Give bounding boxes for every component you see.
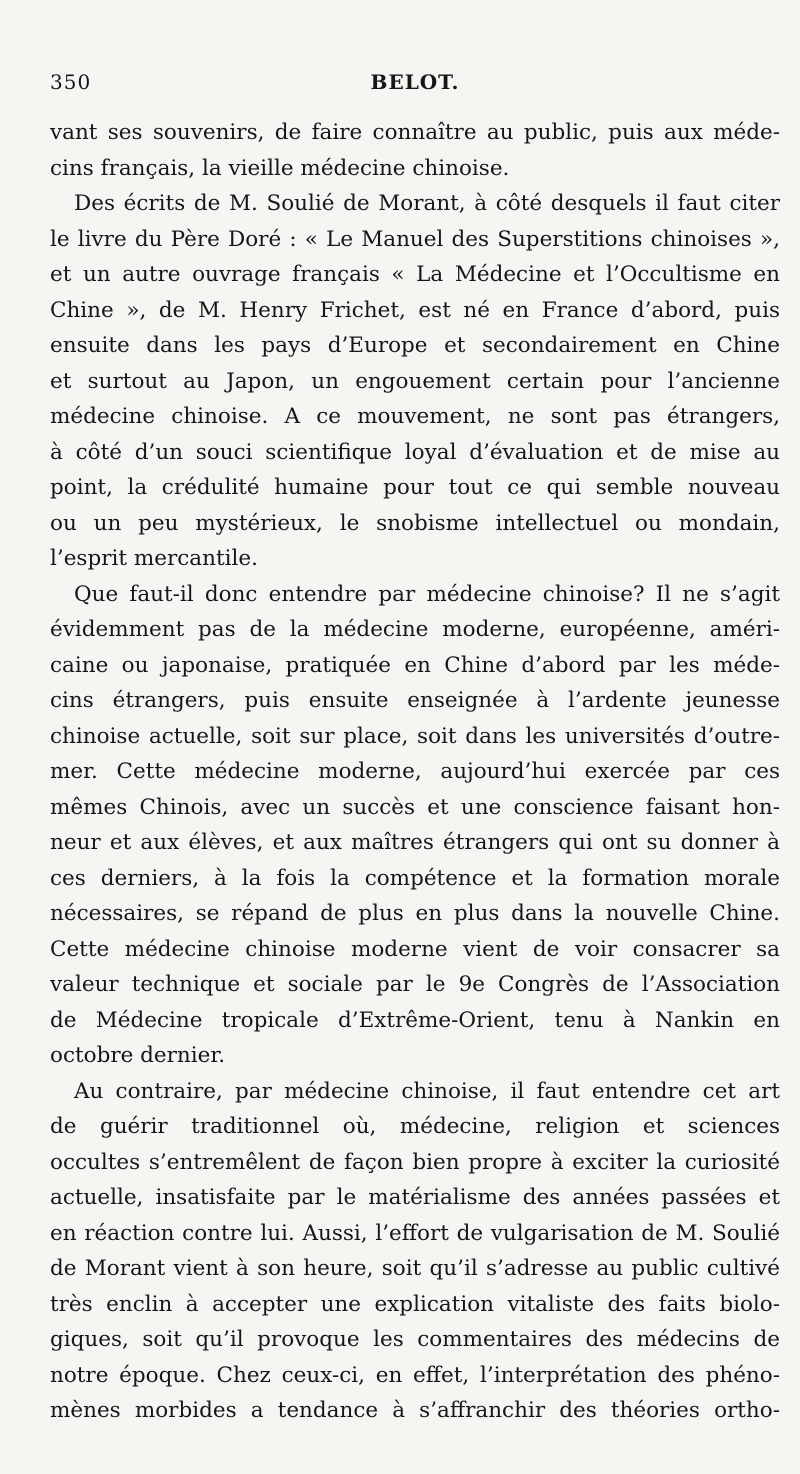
text-line: valeur technique et sociale par le 9e Congrès de l’Association: [50, 972, 780, 997]
text-line: médecine chinoise. A ce mouvement, ne sont pas étrangers,: [50, 404, 780, 429]
text-line: neur et aux élèves, et aux maîtres étrangers qui ont su donner à: [50, 830, 780, 855]
text-line: chinoise actuelle, soit sur place, soit dans les universités d’outre-: [50, 723, 780, 749]
text-line: ou un peu mystérieux, le snobisme intellectuel ou mondain,: [50, 510, 780, 536]
text-line: évidemment pas de la médecine moderne, européenne, améri-: [50, 617, 780, 642]
text-line: de Médecine tropicale d’Extrême-Orient, tenu à Nankin en: [50, 1007, 780, 1033]
text-line: point, la crédulité humaine pour tout ce qui semble nouveau: [50, 475, 780, 500]
text-line: notre époque. Chez ceux-ci, en effet, l’interprétation des phéno-: [50, 1362, 780, 1388]
paragraph-start-line: Au contraire, par médecine chinoise, il faut entendre cet art: [74, 1078, 780, 1104]
text-line: giques, soit qu’il provoque les commentaires des médecins de: [50, 1327, 780, 1352]
page-header: [50, 70, 780, 104]
running-head: BELOT.: [370, 70, 460, 94]
text-line: actuelle, insatisfaite par le matérialisme des années passées et: [50, 1185, 780, 1210]
text-line: nécessaires, se répand de plus en plus dans la nouvelle Chine.: [50, 901, 780, 926]
text-line: cins étrangers, puis ensuite enseignée à l’ardente jeunesse: [50, 688, 780, 713]
text-line: l’esprit mercantile.: [50, 546, 258, 571]
text-line: le livre du Père Doré : « Le Manuel des Superstitions chinoises »,: [50, 226, 780, 252]
text-line: cins français, la vieille médecine chinoise.: [50, 155, 510, 181]
page-number: 350: [50, 70, 92, 94]
text-line: et un autre ouvrage français « La Médecine et l’Occultisme en: [50, 262, 780, 287]
text-line: ensuite dans les pays d’Europe et secondairement en Chine: [50, 333, 780, 358]
paragraph-start-line: Que faut-il donc entendre par médecine chinoise? Il ne s’agit: [74, 581, 780, 607]
text-line: occultes s’entremêlent de façon bien propre à exciter la curiosité: [50, 1149, 780, 1175]
paragraph-start-line: Des écrits de M. Soulié de Morant, à côté desquels il faut citer: [74, 191, 780, 216]
text-line: de guérir traditionnel où, médecine, religion et sciences: [50, 1114, 780, 1139]
body-text: [50, 115, 780, 1429]
text-line: mènes morbides a tendance à s’affranchir des théories ortho-: [50, 1398, 780, 1423]
text-line: Chine », de M. Henry Frichet, est né en France d’abord, puis: [50, 297, 780, 323]
text-line: de Morant vient à son heure, soit qu’il s’adresse au public cultivé: [50, 1256, 780, 1281]
text-line: vant ses souvenirs, de faire connaître au public, puis aux méde-: [50, 120, 780, 145]
text-line: octobre dernier.: [50, 1043, 226, 1068]
text-line: mêmes Chinois, avec un succès et une conscience faisant hon-: [50, 794, 780, 820]
text-line: caine ou japonaise, pratiquée en Chine d’abord par les méde-: [50, 652, 780, 678]
text-line: et surtout au Japon, un engouement certain pour l’ancienne: [50, 368, 780, 394]
text-line: très enclin à accepter une explication vitaliste des faits biolo-: [50, 1291, 780, 1317]
text-line: mer. Cette médecine moderne, aujourd’hui exercée par ces: [50, 759, 780, 784]
text-line: à côté d’un souci scientifique loyal d’évaluation et de mise au: [50, 439, 780, 465]
text-line: en réaction contre lui. Aussi, l’effort de vulgarisation de M. Soulié: [50, 1220, 780, 1246]
text-line: ces derniers, à la fois la compétence et la formation morale: [50, 865, 780, 891]
text-line: Cette médecine chinoise moderne vient de voir consacrer sa: [50, 936, 780, 962]
